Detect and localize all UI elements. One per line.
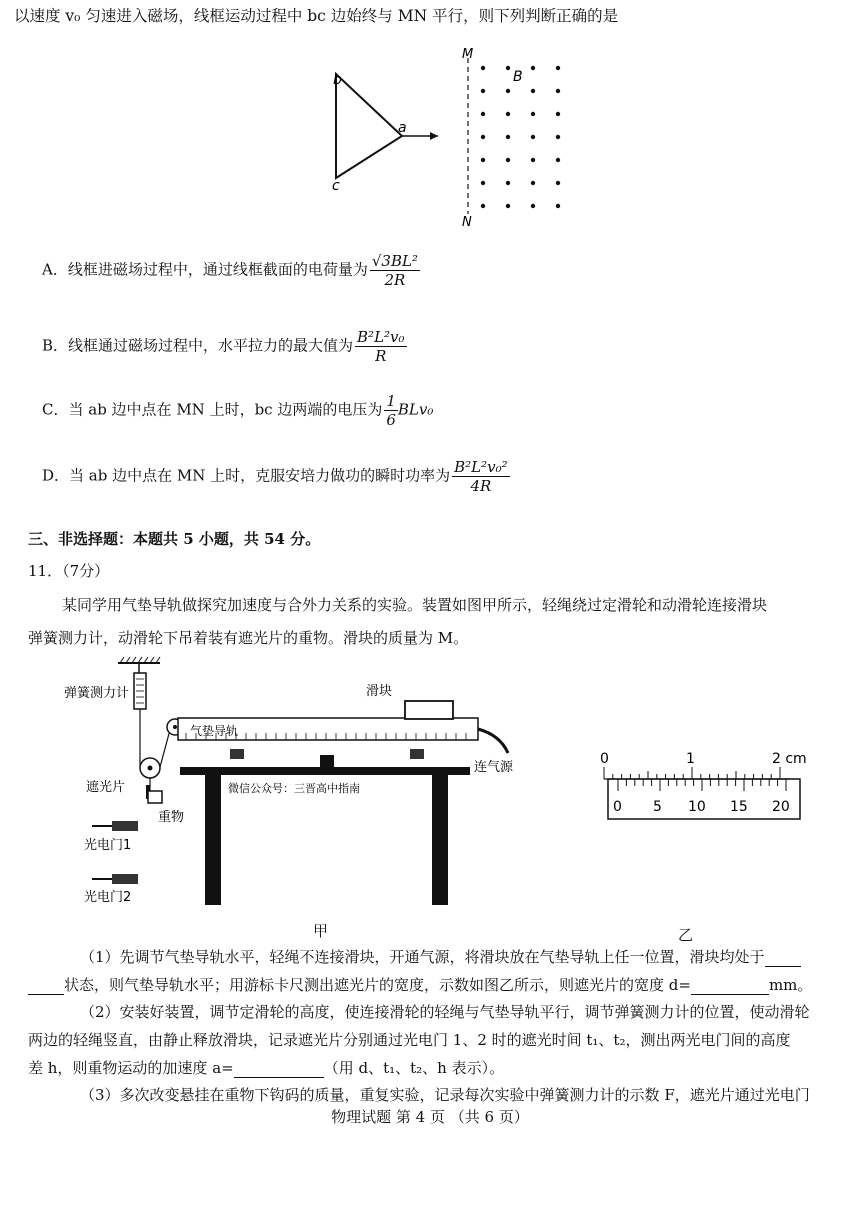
q2-line-c: 差 h，则重物运动的加速度 a= （用 d、t₁、t₂、h 表示）。: [28, 1059, 505, 1077]
photogate-1: [112, 821, 138, 831]
vernier-label-20: 20: [772, 799, 790, 815]
slider-block: [405, 701, 453, 719]
triangle-frame: [336, 74, 402, 178]
main-label-2: 2 cm: [772, 751, 807, 767]
field-dot: [556, 181, 560, 185]
main-label-1: 1: [686, 751, 695, 767]
main-label-0: 0: [600, 751, 609, 767]
field-dot: [481, 135, 485, 139]
option-a: A．线框进磁场过程中，通过线框截面的电荷量为 $\frac{\text{√3BL²}}{2R}$: [42, 252, 418, 289]
table-leg-left: [205, 775, 221, 905]
intro-line: 以速度 v₀ 匀速进入磁场，线框运动过程中 bc 边始终与 MN 平行，则下列判断正确的是: [14, 7, 619, 25]
option-b-fraction: $\frac{\text{B²L²v₀}}{R}$: [357, 328, 405, 365]
label-air-source: 连气源: [474, 760, 514, 775]
field-dot: [531, 89, 535, 93]
option-c: C．当 ab 边中点在 MN 上时，bc 边两端的电压为 $\frac{1}{6}$ BLv₀: [42, 392, 434, 429]
field-dot: [556, 66, 560, 70]
blank-1b[interactable]: [28, 980, 64, 995]
option-c-fraction: $\frac{1}{6}$: [386, 392, 396, 429]
section-heading: 三、非选择题：本题共 5 小题，共 54 分。: [28, 530, 321, 548]
field-dot: [556, 112, 560, 116]
q3-line-a: （3）多次改变悬挂在重物下钩码的质量，重复实验，记录每次实验中弹簧测力计的示数 F，遮光片通过光电门: [80, 1086, 810, 1104]
label-B: B: [513, 69, 523, 85]
field-dot: [481, 158, 485, 162]
field-dot: [556, 158, 560, 162]
watermark-text: 微信公众号：三晋高中指南: [228, 782, 360, 795]
field-dot: [556, 89, 560, 93]
field-dot: [506, 89, 510, 93]
photogate-2: [112, 874, 138, 884]
field-dot: [506, 158, 510, 162]
weight-block: [148, 791, 162, 803]
field-dot: [481, 204, 485, 208]
field-dot: [481, 89, 485, 93]
triangle-field-figure: [320, 44, 580, 234]
table-top: [180, 767, 470, 775]
q2-line-b: 两边的轻绳竖直，由静止释放滑块，记录遮光片分别通过光电门 1、2 时的遮光时间 t₁、t₂，测出两光电门间的高度: [28, 1031, 791, 1049]
caption-jia: 甲: [313, 922, 329, 940]
field-dot: [506, 204, 510, 208]
q1-line-a: （1）先调节气垫导轨水平，轻绳不连接滑块，开通气源，将滑块放在气垫导轨上任一位置，滑块均处于: [80, 946, 801, 967]
q11-para1: 某同学用气垫导轨做探究加速度与合外力关系的实验。装置如图甲所示，轻绳绕过定滑轮和动滑轮连接滑块: [62, 596, 768, 614]
page-footer: 物理试题 第 4 页 （共 6 页）: [331, 1108, 529, 1126]
field-dot: [531, 204, 535, 208]
option-d-fraction: $\frac{\text{B²L²v₀²}}{4R}$: [454, 458, 508, 495]
field-dot: [506, 181, 510, 185]
option-a-fraction: $\frac{\text{√3BL²}}{2R}$: [371, 252, 418, 289]
label-N: N: [462, 215, 472, 230]
option-d: D．当 ab 边中点在 MN 上时，克服安培力做功的瞬时功率为 $\frac{\text{B²L²v₀²}}{4R}$: [42, 458, 508, 495]
q1-line-b: 状态，则气垫导轨水平；用游标卡尺测出遮光片的宽度，示数如图乙所示，则遮光片的宽度 d= mm。: [28, 974, 812, 995]
q2-line-a: （2）安装好装置，调节定滑轮的高度，使连接滑轮的轻绳与气垫导轨平行，调节弹簧测力计的位置，使动滑轮: [80, 1003, 810, 1021]
field-dot: [531, 66, 535, 70]
field-dot: [506, 135, 510, 139]
label-shutter: 遮光片: [86, 780, 126, 795]
vernier-label-15: 15: [730, 799, 748, 815]
label-M: M: [462, 47, 474, 62]
field-dots: [481, 66, 560, 208]
field-dot: [481, 66, 485, 70]
field-dot: [531, 181, 535, 185]
field-dot: [481, 181, 485, 185]
field-dot: [531, 112, 535, 116]
label-a: a: [398, 120, 407, 136]
label-gate2: 光电门2: [84, 890, 132, 905]
label-spring-scale: 弹簧测力计: [64, 686, 130, 701]
field-dot: [481, 112, 485, 116]
field-dot: [531, 158, 535, 162]
q11-para2: 弹簧测力计，动滑轮下吊着装有遮光片的重物。滑块的质量为 M。: [28, 629, 469, 647]
vernier-label-0: 0: [613, 799, 622, 815]
vernier-label-5: 5: [653, 799, 662, 815]
label-slider: 滑块: [366, 684, 393, 699]
table-leg-right: [432, 775, 448, 905]
caption-yi: 乙: [678, 926, 694, 944]
label-c: c: [332, 178, 340, 194]
apparatus-figure: [60, 655, 540, 915]
label-track: 气垫导轨: [190, 724, 239, 738]
field-dot: [531, 135, 535, 139]
field-dot: [556, 135, 560, 139]
q11-header: 11．（7分）: [28, 562, 110, 580]
field-dot: [506, 112, 510, 116]
blank-1a[interactable]: [765, 952, 801, 967]
vernier-caliper-figure: [590, 745, 820, 825]
vernier-label-10: 10: [688, 799, 706, 815]
label-gate1: 光电门1: [84, 838, 132, 853]
field-dot: [556, 204, 560, 208]
blank-1c[interactable]: [691, 980, 769, 995]
option-b: B．线框通过磁场过程中，水平拉力的最大值为 $\frac{\text{B²L²v₀}}{R}$: [42, 328, 405, 365]
label-weight: 重物: [158, 810, 185, 825]
field-dot: [506, 66, 510, 70]
label-b: b: [333, 72, 342, 88]
blank-2[interactable]: [234, 1063, 324, 1078]
